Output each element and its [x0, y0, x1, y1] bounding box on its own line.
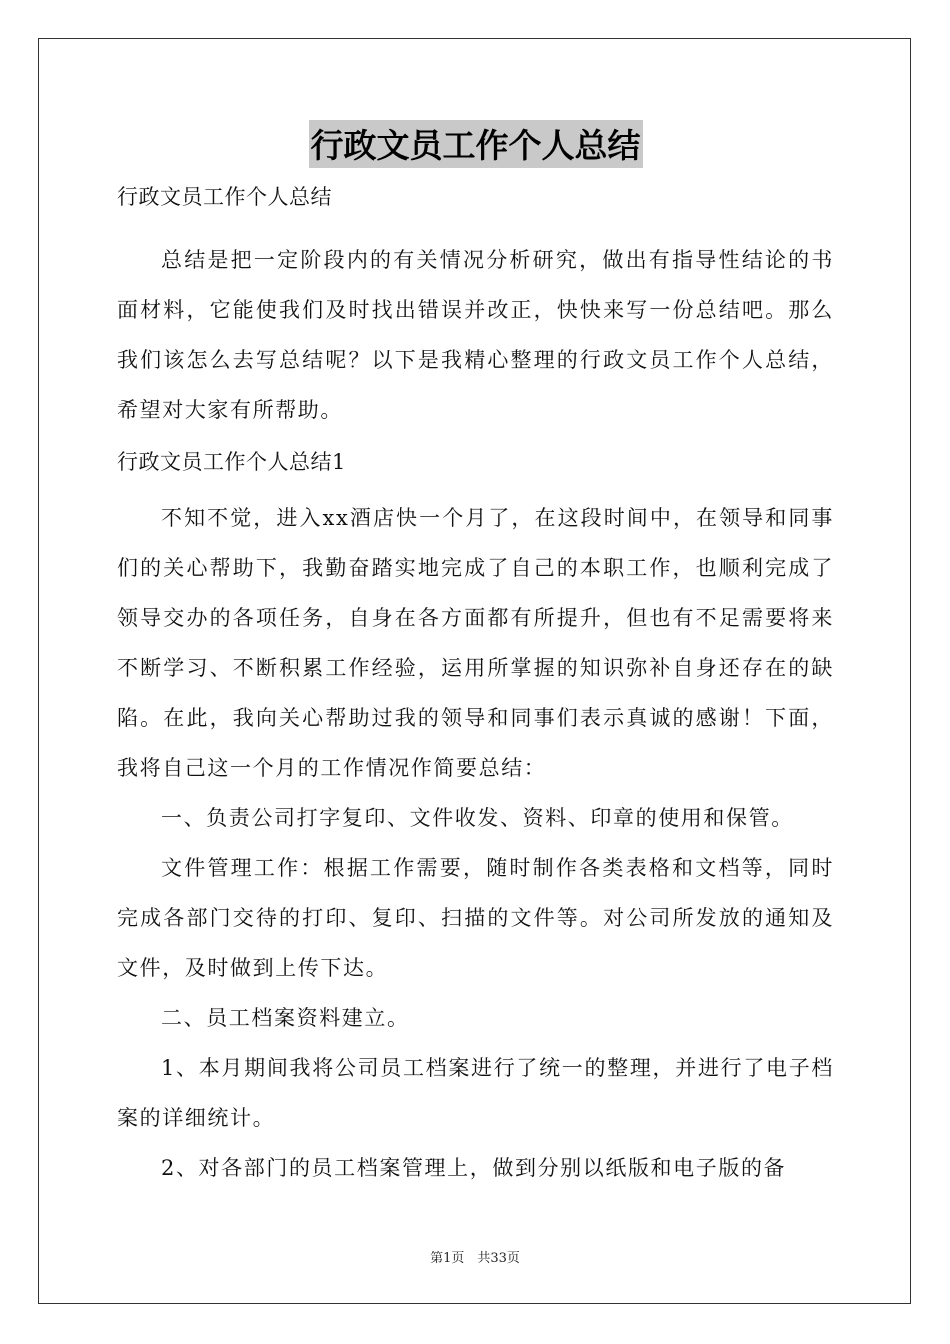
document-title: 行政文员工作个人总结 — [309, 120, 643, 168]
intro-paragraph: 总结是把一定阶段内的有关情况分析研究，做出有指导性结论的书面材料，它能使我们及时找出错误并改正，快快来写一份总结吧。那么我们该怎么去写总结呢？以下是我精心整理的行政文员工作个人总结，希望对大家有所帮助。 — [117, 248, 834, 422]
title-container — [117, 120, 834, 182]
paragraph-1: 不知不觉，进入xx酒店快一个月了，在这段时间中，在领导和同事们的关心帮助下，我勤奋踏实地完成了自己的本职工作，也顺利完成了领导交办的各项任务，自身在各方面都有所提升，但也有不足需要将来不断学习、不断积累工作经验，运用所掌握的知识弥补自身还存在的缺陷。在此，我向关心帮助过我的领导和同事们表示真诚的感谢！下面，我将自己这一个月的工作情况作简要总结： — [117, 506, 834, 780]
paragraph-3: 文件管理工作：根据工作需要，随时制作各类表格和文档等，同时完成各部门交待的打印、复印、扫描的文件等。对公司所发放的通知及文件，及时做到上传下达。 — [117, 856, 834, 980]
paragraph-5: 1、本月期间我将公司员工档案进行了统一的整理，并进行了电子档案的详细统计。 — [117, 1056, 834, 1130]
paragraph-4: 二、员工档案资料建立。 — [161, 1006, 410, 1030]
section-title-1: 行政文员工作个人总结1 — [117, 450, 346, 474]
paragraph-6: 2、对各部门的员工档案管理上，做到分别以纸版和电子版的备 — [161, 1156, 787, 1180]
document-subtitle: 行政文员工作个人总结 — [117, 185, 332, 209]
document-body — [117, 120, 834, 1193]
page-footer: 第1页 共33页 — [430, 1251, 520, 1266]
paragraph-2: 一、负责公司打字复印、文件收发、资料、印章的使用和保管。 — [161, 806, 794, 830]
